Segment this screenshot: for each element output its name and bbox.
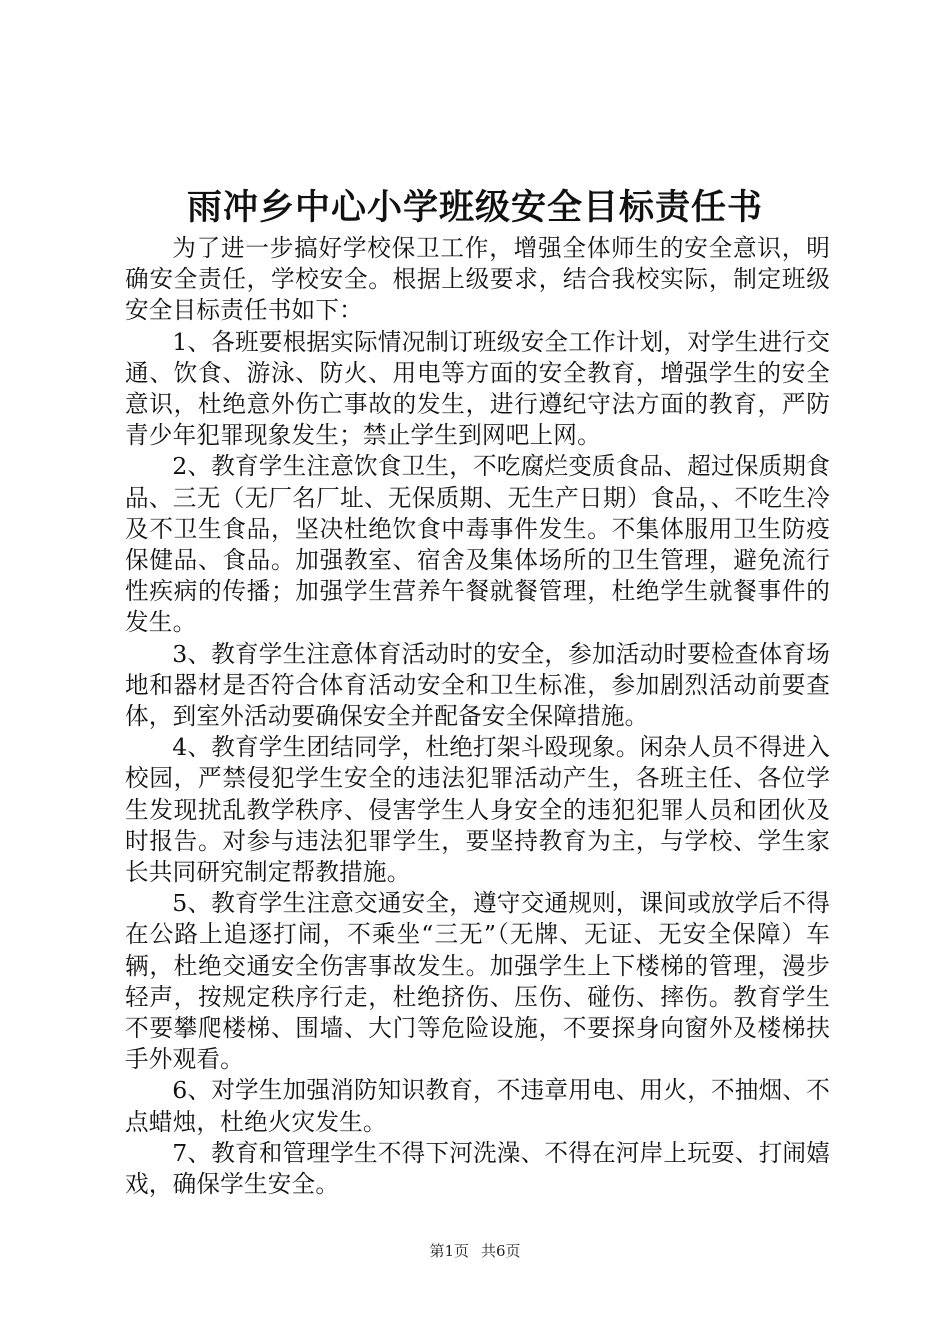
- page-title: 雨冲乡中心小学班级安全目标责任书: [186, 188, 763, 228]
- clause-7-paragraph: 7、教育和管理学生不得下河洗澡、不得在河岸上玩耍、打闹嬉戏，确保学生安全。: [125, 1138, 830, 1199]
- document-body: [125, 233, 830, 1200]
- page-total: 共6页: [481, 1242, 521, 1260]
- clause-1-paragraph: 1、各班要根据实际情况制订班级安全工作计划，对学生进行交通、饮食、游泳、防火、用电等方面的安全教育，增强学生的安全意识，杜绝意外伤亡事故的发生，进行遵纪守法方面的教育，严防青少年犯罪现象发生；禁止学生到网吧上网。: [125, 327, 830, 450]
- clause-4-paragraph: 4、教育学生团结同学，杜绝打架斗殴现象。闲杂人员不得进入校园，严禁侵犯学生安全的违法犯罪活动产生，各班主任、各位学生发现扰乱教学秩序、侵害学生人身安全的违犯犯罪人员和团伙及时报告。对参与违法犯罪学生，要坚持教育为主，与学校、学生家长共同研究制定帮教措施。: [125, 733, 830, 887]
- clause-6-paragraph: 6、对学生加强消防知识教育，不违章用电、用火，不抽烟、不点蜡烛，杜绝火灾发生。: [125, 1076, 830, 1136]
- page-number: 第1页: [429, 1242, 469, 1260]
- intro-paragraph: 为了进一步搞好学校保卫工作，增强全体师生的安全意识，明确安全责任，学校安全。根据上级要求，结合我校实际，制定班级安全目标责任书如下：: [125, 234, 830, 325]
- page-footer: [0, 1240, 950, 1262]
- clause-5-paragraph: 5、教育学生注意交通安全，遵守交通规则，课间或放学后不得在公路上追逐打闹，不乘坐“三无”（无牌、无证、无安全保障）车辆，杜绝交通安全伤害事故发生。加强学生上下楼梯的管理，漫步轻声，按规定秩序行走，杜绝挤伤、压伤、碰伤、摔伤。教育学生不要攀爬楼梯、围墙、大门等危险设施，不要探身向窗外及楼梯扶手外观看。: [125, 889, 830, 1074]
- clause-2-paragraph: 2、教育学生注意饮食卫生，不吃腐烂变质食品、超过保质期食品、三无（无厂名厂址、无保质期、无生产日期）食品，、不吃生冷及不卫生食品，坚决杜绝饮食中毒事件发生。不集体服用卫生防疫保健品、食品。加强教室、宿舍及集体场所的卫生管理，避免流行性疾病的传播；加强学生营养午餐就餐管理，杜绝学生就餐事件的发生。: [125, 452, 830, 637]
- clause-3-paragraph: 3、教育学生注意体育活动时的安全，参加活动时要检查体育场地和器材是否符合体育活动安全和卫生标准，参加剧烈活动前要查体，到室外活动要确保安全并配备安全保障措施。: [125, 639, 830, 731]
